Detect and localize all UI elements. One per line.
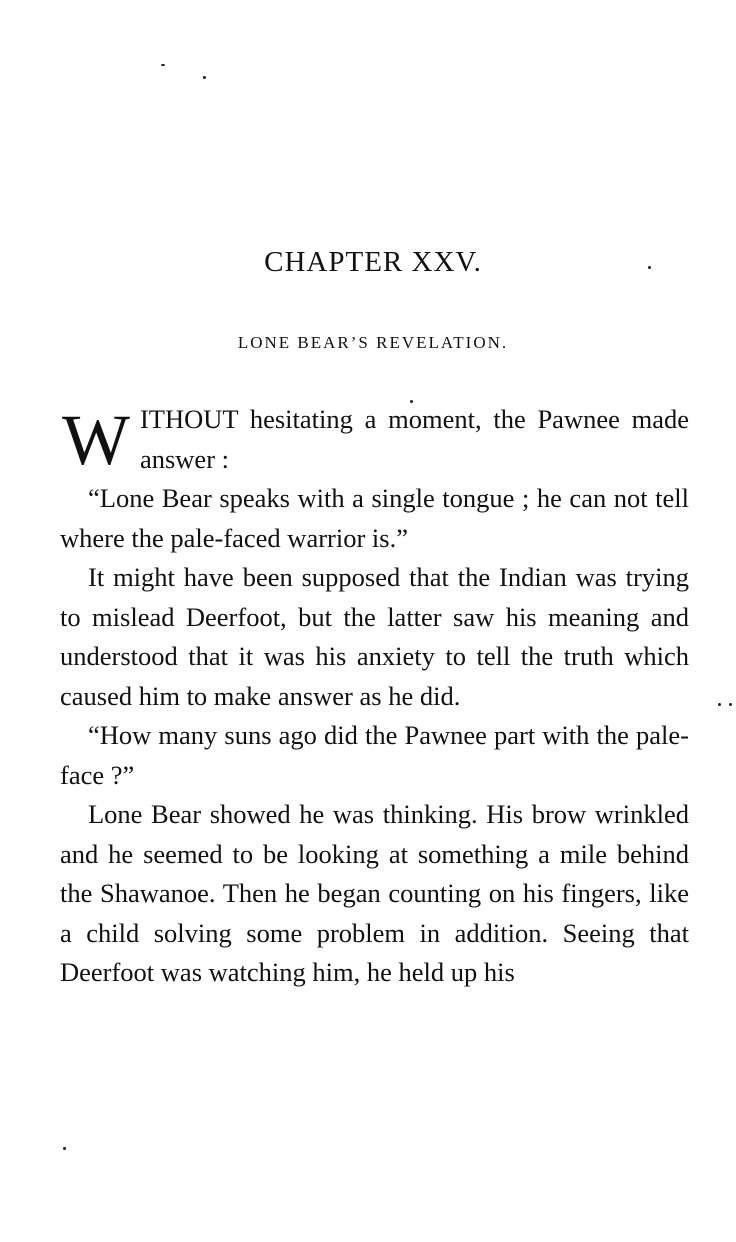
print-speck [63, 1147, 66, 1150]
chapter-title: CHAPTER XXV. [264, 246, 482, 278]
print-speck [203, 76, 206, 79]
print-speck [729, 703, 732, 706]
body-text [60, 400, 689, 993]
paragraph-text: ITHOUT hesitating a moment, the Pawnee made answer : [139, 404, 689, 474]
paragraph: Lone Bear showed he was thinking. His brow wrinkled and he seemed to be looking at something a mile behind the Shawanoe. Then he began counting on his fingers, like a child solving some problem in addition. Seeing that Deerfoot was watching him, he held up his [60, 799, 689, 987]
paragraph: “How many suns ago did the Pawnee part with the pale-face ?” [60, 720, 689, 790]
print-speck [718, 703, 721, 706]
paragraph: It might have been supposed that the Indian was trying to mislead Deerfoot, but the latter saw his meaning and understood that it was his anxiety to tell the truth which caused him to make answer as he did. [60, 562, 689, 711]
paragraph: “Lone Bear speaks with a single tongue ; he can not tell where the pale-faced warrior is.” [60, 483, 689, 553]
drop-cap: W [62, 400, 130, 480]
print-speck [161, 64, 165, 66]
chapter-subtitle: LONE BEAR’S REVELATION. [237, 333, 509, 352]
paragraph [60, 400, 689, 479]
